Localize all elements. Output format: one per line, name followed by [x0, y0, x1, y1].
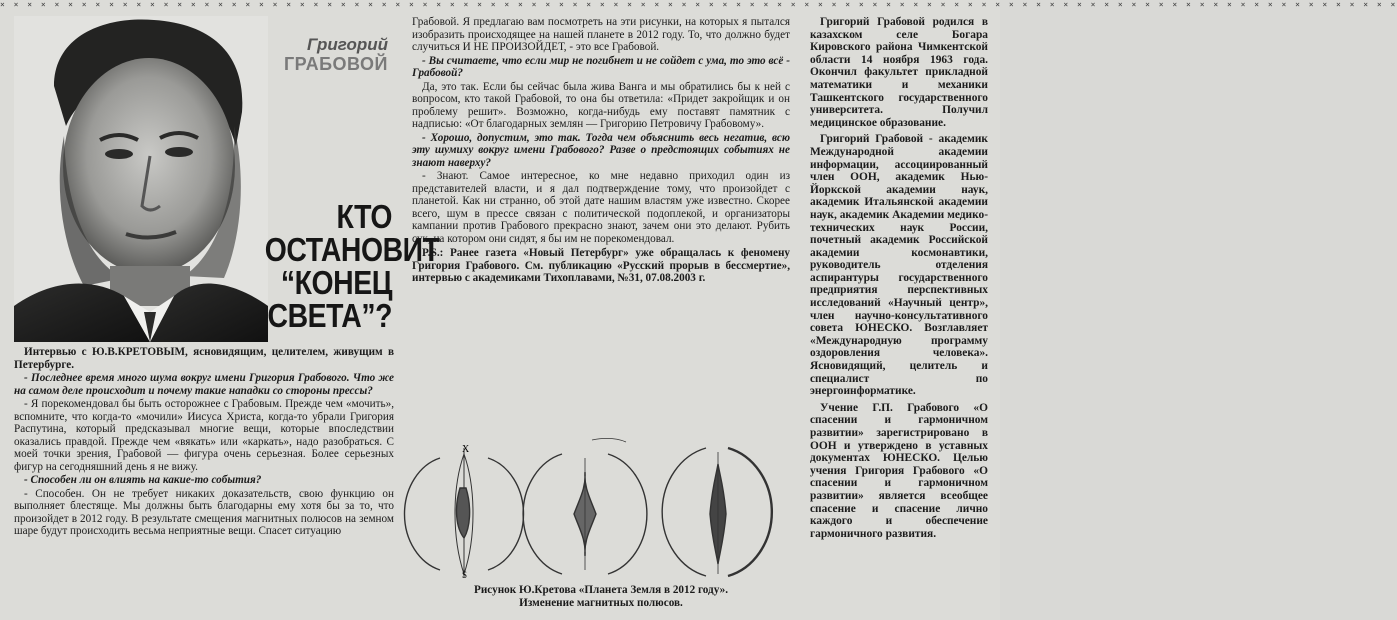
headline: [264, 198, 440, 334]
caption-line-1: Рисунок Ю.Кретова «Планета Земля в 2012 году».: [474, 584, 728, 596]
name-block: [268, 36, 388, 74]
question-3: - Вы считаете, что если мир не погибнет и не сойдет с ума, то это всё - Грабовой?: [412, 54, 790, 79]
interview-lead: Интервью с Ю.В.КРЕТОВЫМ, ясновидящим, целителем, живущим в Петербурге.: [14, 346, 394, 371]
figure-caption: [412, 584, 790, 610]
answer-2-continued: Грабовой. Я предлагаю вам посмотреть на эти рисунки, на которых я пытался изобразить происходящее на нашей планете в 2012 году. То, что должно будет случиться И НЕ ПРОИЗОЙДЕТ, - это все Грабовой.: [412, 16, 790, 53]
name-last: ГРАБОВОЙ: [283, 54, 388, 74]
caption-line-2: Изменение магнитных полюсов.: [519, 597, 683, 609]
headline-line-2: ОСТАНОВИТ: [264, 231, 440, 268]
earth-drawing: [412, 428, 790, 580]
answer-2: - Способен. Он не требует никаких доказательств, свою функцию он выполняет блестяще. Мы должны быть благодарны ему хотя бы за то, что произойдет в 2012 году. В результате смещения магнитных полюсов на земном шаре будут происходить весьма неприятные вещи. Спасет ситуацию: [14, 487, 394, 537]
headline-line-3: “КОНЕЦ: [280, 264, 392, 301]
headline-line-1: КТО: [336, 198, 392, 235]
column-3-biography: [810, 16, 988, 544]
column-2: [412, 16, 790, 286]
answer-1: - Я порекомендовал бы быть осторожнее с Грабовым. Прежде чем «мочить», вспомните, что когда-то «мочили» Иисуса Христа, когда-то убрали Григория Распутина, который предсказывал многие вещи, которые впоследствии оказались правдой. Прежде чем «вякать» или «каркать», надо разобраться. С моей точки зрения, Грабовой — фигура очень серьезная. Более серьезных фигур на сегодняшний день я не вижу.: [14, 398, 394, 473]
top-border-marks: × × × × × × × × × × × × × × × × × × × × × × × × × × × × × × × × × × × × × × × × × × × × × × × × × × × × × × × × × × × × × × × × × × × × × × × × × × × × × × × × × × × × × × × × × × × × × × × × × × × × × × ×: [0, 0, 1397, 9]
label-s: S: [462, 570, 468, 580]
question-1: - Последнее время много шума вокруг имени Григория Грабового. Что же на самом деле происходит и почему такие нападки со стороны прессы?: [14, 372, 394, 397]
postscript: P.S.: Ранее газета «Новый Петербург» уже обращалась к феномену Григория Грабового. См. публикацию «Русский прорыв в бессмертие», интервью с академиками Тихоплавами, №31, 07.08.2003 г.: [412, 247, 790, 284]
bio-paragraph-2: Григорий Грабовой - академик Международной академии информации, ассоциированный член ООН, академик Нью-Йоркской академии наук, академик Итальянской академии наук, академик Академии медико-технических наук России, почетный академик Российской академии космонавтики, руководитель отделения аспирантуры государственного предприятия перспективных исследований «Научный центр», член научно-консультативного совета ЮНЕСКО. Возглавляет «Международную программу оздоровления человека». Ясновидящий, целитель и специалист по энергоинформатике.: [810, 133, 988, 398]
question-2: - Способен ли он влиять на какие-то события?: [24, 474, 262, 486]
answer-3: Да, это так. Если бы сейчас была жива Ванга и мы обратились бы к ней с вопросом, кто такой Грабовой, то она бы ответила: «Придет закройщик и он проблему решит». Возможно, когда-нибудь ему поставят памятник с надписью: «От благодарных землян — Григорию Петровичу Грабовому».: [412, 80, 790, 130]
bio-paragraph-3: Учение Г.П. Грабового «О спасении и гармоничном развитии» зарегистрировано в ООН и утверждено в уставных документах ЮНЕСКО. Целью учения Григория Грабового «О спасении и гармоничном развитии» является всеобщее спасение и спасение лично каждого и обеспечение гармоничного развития.: [810, 401, 988, 540]
column-1: [14, 346, 394, 539]
bio-paragraph-1: Григорий Грабовой родился в казахском селе Богара Кировского района Чимкентской области 14 ноября 1963 года. Окончил факультет прикладной математики и механики Ташкентского государственного университета. Получил медицинское образование.: [810, 16, 988, 129]
label-x: X: [462, 444, 470, 455]
headline-line-4: СВЕТА”?: [267, 297, 392, 334]
answer-4: - Знают. Самое интересное, ко мне недавно приходил один из представителей власти, и я дал подтверждение тому, что произойдет с планетой. Как ни странно, об этой дате нашим властям уже известно. Скорее всего, шум в прессе связан с политической подоплекой, и организаторы кампании против Грабового прекрасно знают, зачем они это делают. Рубить сук, на котором они сидят, я бы им не порекомендовал.: [412, 170, 790, 245]
question-4: - Хорошо, допустим, это так. Тогда чем объяснить весь негатив, всю эту шумиху вокруг имени Грабового? Разве о предстоящих событиях не знают наверху?: [412, 131, 790, 169]
portrait-photo: [14, 16, 268, 342]
name-first: Григорий: [307, 35, 388, 54]
